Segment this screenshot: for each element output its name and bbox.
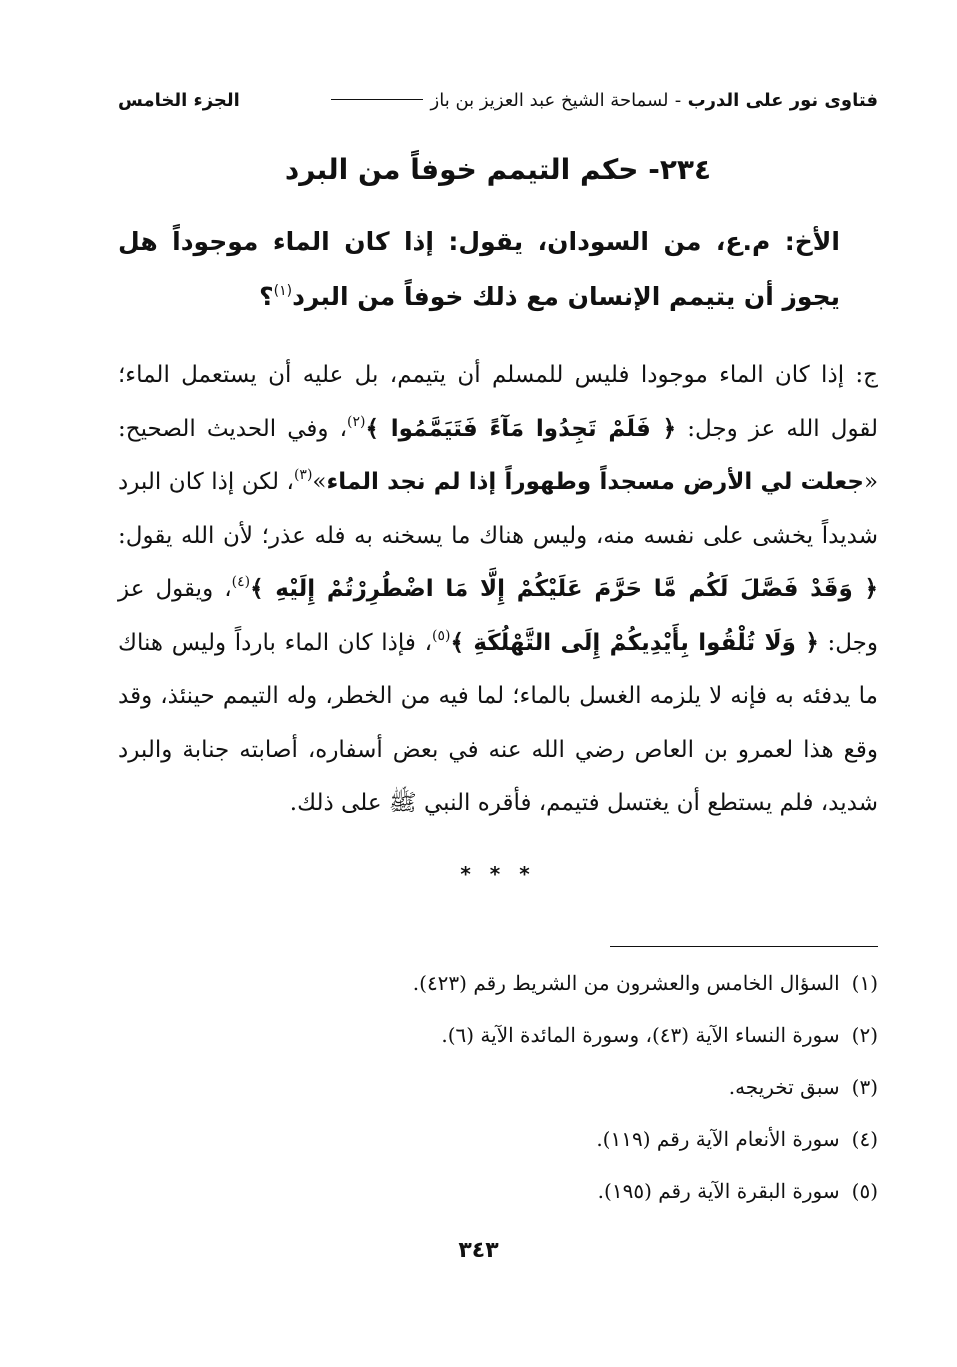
- header-rule: [331, 99, 423, 100]
- quran-verse-3: ﴿ وَلَا تُلْقُوا بِأَيْدِيكُمْ إِلَى التَّهْلُكَةِ ﴾: [450, 629, 819, 656]
- footnote-item: [118, 1009, 878, 1061]
- footnote-text: سبق تخريجه.: [728, 1074, 840, 1099]
- author-name: لسماحة الشيخ عبد العزيز بن باز: [430, 90, 669, 111]
- question-end: ؟: [259, 282, 274, 311]
- header-separator: -: [674, 90, 682, 111]
- quran-verse-2: ﴿ وَقَدْ فَصَّلَ لَكُم مَّا حَرَّمَ عَلَيْكُمْ إِلَّا مَا اضْطُرِرْتُمْ إِلَيْهِ ﴾: [250, 576, 878, 602]
- chapter-title: ٢٣٤- حكم التيمم خوفاً من البرد: [284, 153, 712, 186]
- book-title: فتاوى نور على الدرب: [687, 90, 878, 111]
- footnote-item: [118, 957, 878, 1009]
- footnote-item: [118, 1113, 878, 1165]
- footnote-rule: [610, 946, 878, 947]
- footnote-text: سورة النساء الآية (٤٣)، وسورة المائدة الآية (٦).: [441, 1022, 840, 1047]
- footnote-ref-4: (٤): [231, 574, 251, 590]
- answer-part-5: ، ويقول عز وجل:: [118, 576, 878, 656]
- answer-part-4: ، لكن إذا كان البرد شديداً يخشى على نفسه منه، وليس هناك ما يسخنه به فله عذر؛ لأن الله يقول:: [118, 469, 878, 549]
- footnote-item: [118, 1061, 878, 1113]
- footnote-number: (٢): [851, 1022, 878, 1047]
- footnote-number: (٣): [851, 1074, 878, 1099]
- footnotes-list: [118, 957, 878, 1217]
- footnote-ref-1: (١): [273, 283, 293, 299]
- answer-part-3: »: [312, 469, 327, 495]
- book-page: [118, 86, 878, 1217]
- running-header-right: [323, 86, 878, 116]
- footnote-text: سورة الأنعام الآية رقم (١١٩).: [596, 1126, 840, 1151]
- footnote-number: (٤): [851, 1126, 878, 1151]
- answer-part-1: ج: إذا كان الماء موجودا فليس للمسلم أن يتيمم، بل عليه أن يستعمل الماء؛ لقول الله عز وجل:: [118, 362, 878, 442]
- answer-paragraph: [118, 349, 878, 831]
- footnote-item: [118, 1165, 878, 1217]
- running-header: [118, 86, 878, 116]
- footnote-ref-5: (٥): [432, 627, 451, 644]
- footnote-text: سورة البقرة الآية رقم (١٩٥).: [597, 1178, 840, 1203]
- volume-label: الجزء الخامس: [118, 90, 240, 111]
- question-text: الأخ: م.ع، من السودان، يقول: إذا كان الماء موجوداً هل يجوز أن يتيمم الإنسان مع ذلك خوفاً من البرد: [118, 227, 840, 311]
- answer-part-6: ، فإذا كان الماء بارداً وليس هناك ما يدفئه به فإنه لا يلزمه الغسل بالماء؛ لما فيه من الخطر، وله التيمم حينئذ، وقد وقع هذا لعمرو بن العاص رضي الله عنه في بعض أسفاره، أصابته جنابة والبرد شديد، فلم يستطع أن يغتسل فتيمم، فأقره النبي ﷺ على ذلك.: [118, 629, 878, 816]
- quran-verse-1: ﴿ فَلَمْ تَجِدُوا مَآءً فَتَيَمَّمُوا ﴾: [365, 415, 677, 442]
- question-paragraph: [118, 214, 840, 324]
- footnote-number: (٥): [851, 1178, 878, 1203]
- answer-part-2: ، وفي الحديث الصحيح: «: [118, 415, 879, 495]
- footnote-ref-2: (٢): [347, 413, 366, 430]
- section-separator: * * *: [460, 861, 536, 886]
- page-number: ٣٤٣: [458, 1238, 499, 1263]
- hadith-text: جعلت لي الأرض مسجداً وطهوراً إذا لم نجد الماء: [326, 469, 864, 495]
- footnote-text: السؤال الخامس والعشرون من الشريط رقم (٤٢٣).: [412, 970, 840, 995]
- footnote-number: (١): [851, 970, 878, 995]
- footnote-ref-3: (٣): [293, 467, 313, 483]
